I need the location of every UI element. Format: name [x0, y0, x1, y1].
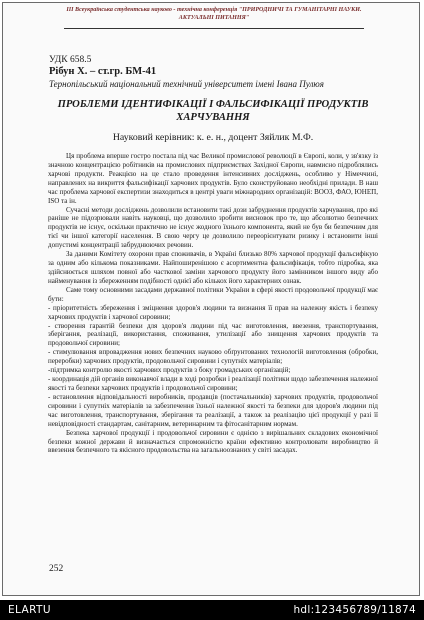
supervisor-line: Науковий керівник: к. е. н., доцент Зяйлик М.Ф.: [112, 132, 314, 143]
conference-header: [64, 6, 364, 24]
header-divider: [64, 28, 364, 29]
conference-header-line-1: ІІІ Всеукраїнська студентська науково - технічна конференція "ПРИРОДНИЧІ ТА ГУМАНІТАРНІ НАУКИ.: [66, 7, 362, 13]
paragraph: Ця проблема вперше гостро постала під час Великої промислової революції в Європі, коли, у зв'язку із значною концентрацією робітників на промислових підприємствах Західної Європи, навмисно підроблялись харчові продукти. Реакцією на це стало проведення інтенсивних досліджень, особливо у Німеччині, направлених на викриття фальсифікації харчових продуктів. Було сконструйовано необхідні прилади. В наш час проблема харчової експертизи знаходиться в центрі уваги міжнародних організацій: ВООЗ, ФАО, ЮНЕП, ISO та ін.: [48, 152, 378, 205]
article-body: [48, 152, 378, 562]
list-item: - стимулювання впровадження нових безпечних науково обґрунтованих технологій виготовлення (обробки, переробки) харчових продуктів, продовольчої сировини і супутніх матеріалів;: [48, 348, 378, 366]
closing-paragraph: Безпека харчової продукції і продовольчої сировини є однією з вирішальних складових економічної безпеки кожної держави й визначається спроможністю країни ефективно контролювати виробництво й ввезення безпечного та якісного продовольства на загальноознаних у світі засадах.: [48, 428, 378, 455]
author-line: Рібун Х. – ст.гр. БМ-41: [49, 66, 157, 77]
list-item: - встановлення відповідальності виробників, продавців (постачальників) харчових продуктів, продовольчої сировини і супутніх матеріалів за забезпечення їхньої належної якості та безпеки для здоров'я людини під час виготовлення, транспортування, зберігання та реалізації, а також за реалізацію цієї продукції у разі її невідповідності стандартам, санітарним, ветеринарним та фітосанітарним нормам.: [48, 392, 378, 428]
article-title-line-2: ХАРЧУВАННЯ: [176, 111, 250, 123]
udk-code: УДК 658.5: [49, 55, 92, 65]
list-item: - створення гарантій безпеки для здоров'я людини під час виготовлення, ввезення, транспортування, зберігання, реалізації, використання, споживання, утилізації або знищення харчових продуктів та продовольчої сировини;: [48, 321, 378, 348]
university-line: Тернопільський національний технічний університет імені Івана Пулюя: [49, 79, 324, 89]
conference-header-line-2: АКТУАЛЬНІ ПИТАННЯ": [178, 15, 250, 21]
article-title-line-1: ПРОБЛЕМИ ІДЕНТИФІКАЦІЇ І ФАЛЬСИФІКАЦІЇ ПРОДУКТІВ: [57, 99, 369, 110]
paragraph: Саме тому основними засадами державної політики України в сфері якості продовольчої продукції має бути:: [48, 285, 378, 303]
page-number: 252: [49, 564, 64, 574]
footer-bar: [0, 600, 424, 620]
list-item: - координація дій органів виконавчої влади в ході розробки і реалізації політики щодо забезпечення належної якості та безпеки харчових продуктів і продовольчої сировини;: [48, 375, 378, 392]
paragraph: Сучасні методи досліджень дозволили встановити такі дози забруднення продуктів харчування, про які раніше не підозрювали навіть науковці, що дозволило зробити висновок про те, що абсолютно безпечних продуктів не існує, оскільки практично не існує жодного їхнього компонента, який не був би безпечним для тієї чи іншої категорії населення. В свою чергу це дозволило переорієнтувати ризику і встановити інші допустимі концентрації забруднюючих речовин.: [48, 205, 378, 250]
list-item: - пріоритетність збереження і зміцнення здоров'я людини та визнання її прав на належну якість і безпеку харчових продуктів і харчової сировини;: [48, 303, 378, 321]
paragraph: За даними Комітету охорони прав споживачів, в Україні близько 80% харчової продукції фальсифікую за одним або кількома показниками. Найпоширенішою є асортиментна фальсифікація, тобто підробка, яка здійснюється шляхом повної або часткової заміни харчового продукту його замінником іншого виду або найменування із збереженням подібності однієї або кількох його характерних ознак.: [48, 250, 378, 285]
repository-label: ELARTU: [8, 604, 51, 616]
handle-identifier: hdl:123456789/11874: [293, 604, 416, 616]
article-title: [48, 99, 378, 124]
list-item: -підтримка контролю якості харчових продуктів з боку громадських організацій;: [48, 366, 291, 375]
